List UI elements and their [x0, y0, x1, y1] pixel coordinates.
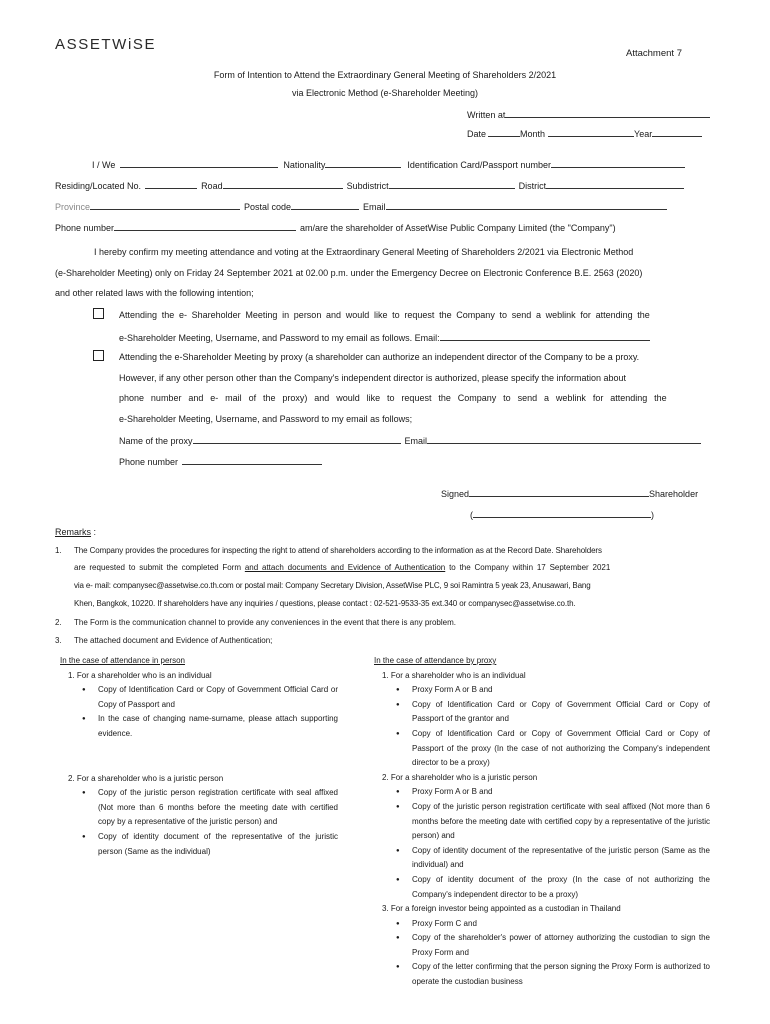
date-field[interactable]: [488, 127, 520, 137]
confirmation-line3: and other related laws with the following intention;: [55, 288, 254, 298]
remark-2-num: 2.: [55, 618, 62, 627]
company-logo: ASSETWiSE: [55, 36, 157, 53]
right-item-2-bullet-3: ● Copy of identity document of the representative of the juristic person (Same as the individual) and: [374, 844, 710, 873]
postal-code-field[interactable]: [291, 200, 359, 210]
remarks-title-row: [55, 527, 96, 537]
remark-1-line-b-text: are requested to submit the completed Form: [74, 563, 245, 572]
remark-1-line-b: [74, 563, 610, 572]
phone-field[interactable]: [114, 221, 296, 231]
remark-1-line-d: Khen, Bangkok, 10220. If shareholders have any inquiries / questions, please contact : 02-521-9533-35 ext.340 or companysec@assetwise.co.th.: [74, 599, 576, 608]
form-title-line1: Form of Intention to Attend the Extraordinary General Meeting of Shareholders 2/2021: [213, 70, 557, 80]
i-we-label: I / We: [92, 160, 116, 170]
remarks-title: Remarks: [55, 527, 92, 537]
province-field[interactable]: [90, 200, 240, 210]
open-paren: (: [470, 510, 473, 520]
name-row: [92, 158, 685, 170]
nationality-label: Nationality: [283, 160, 326, 170]
remark-1-line-b-text2: to the Company within 17 September 2021: [445, 563, 611, 572]
subdistrict-field[interactable]: [389, 179, 515, 189]
proxy-name-row: [119, 434, 701, 446]
right-column-by-proxy: [374, 654, 710, 990]
proxy-email-field[interactable]: [427, 434, 701, 444]
address-row: [55, 179, 684, 191]
right-column-heading: In the case of attendance by proxy: [374, 656, 497, 665]
right-item-1: 1. For a shareholder who is an individual: [382, 670, 526, 680]
remarks-colon: :: [93, 527, 97, 537]
proxy-name-field[interactable]: [193, 434, 401, 444]
residing-label: Residing/Located No.: [55, 181, 142, 191]
in-person-line2: [119, 331, 650, 343]
confirmation-line2: (e-Shareholder Meeting) only on Friday 24 September 2021 at 02.00 p.m. under the Emergency Decree on Electronic Conference B.E. 2563 (2020): [55, 268, 643, 278]
proxy-line3: phone number and e- mail of the proxy) and would like to request the Company to send a weblink for attending the: [119, 393, 667, 403]
remark-3-text: The attached document and Evidence of Authentication;: [74, 636, 273, 645]
left-item-2: 2. For a shareholder who is a juristic person: [68, 773, 224, 783]
remark-3-num: 3.: [55, 636, 62, 645]
proxy-line2: However, if any other person other than the Company's independent director is authorized, please specify the information about: [119, 373, 627, 383]
remark-1-line-a: The Company provides the procedures for inspecting the right to attend of shareholders according to the information as at the Record Date. Shareholders: [74, 546, 602, 555]
written-at-field[interactable]: [505, 108, 710, 118]
in-person-line1: Attending the e- Shareholder Meeting in person and would like to request the Company to send a weblink for attending the: [119, 310, 650, 320]
signed-label: Signed: [441, 489, 470, 499]
proxy-phone-row: [119, 455, 322, 467]
province-label: Province: [55, 202, 91, 212]
written-at-label: Written at: [467, 110, 506, 120]
right-item-1-bullet-3: ● Copy of Identification Card or Copy of Government Official Card or Copy of Passport of the proxy (In the case of not authorizing the Company's independent director to be a proxy): [374, 727, 710, 771]
remark-1-line-c: via e- mail: companysec@assetwise.co.th.com or postal mail: Company Secretary Division, AssetWise PLC, 9 soi Ramintra 5 yeak 23, Anusawari, Bang: [74, 581, 591, 590]
left-item-2-bullet-2: ● Copy of identity document of the representative of the juristic person (Same as the individual): [60, 830, 338, 859]
in-person-email-field[interactable]: [440, 331, 650, 341]
form-title-line2: via Electronic Method (e-Shareholder Meeting): [291, 88, 479, 98]
month-field[interactable]: [548, 127, 634, 137]
right-item-2-bullet-2: ● Copy of the juristic person registration certificate with seal affixed (Not more than 6 months before the meeting date with certified copy by a representative of the juristic person) and: [374, 800, 710, 844]
left-item-1-bullet-1: ● Copy of Identification Card or Copy of Government Official Card or Copy of Passport and: [60, 683, 338, 712]
checkbox-in-person[interactable]: [93, 308, 108, 320]
proxy-phone-field[interactable]: [182, 455, 322, 465]
checkbox-proxy[interactable]: [93, 350, 108, 362]
year-label: Year: [634, 129, 653, 139]
proxy-line1: Attending the e-Shareholder Meeting by proxy (a shareholder can authorize an independent director of the Company to be a proxy.: [119, 352, 640, 362]
signature-row: [441, 487, 698, 499]
email-field[interactable]: [386, 200, 667, 210]
province-row: [55, 200, 667, 212]
proxy-line4: e-Shareholder Meeting, Username, and Password to my email as follows;: [119, 414, 413, 424]
road-field[interactable]: [223, 179, 343, 189]
right-item-3: 3. For a foreign investor being appointed as a custodian in Thailand: [382, 904, 621, 914]
proxy-phone-label: Phone number: [119, 457, 179, 467]
shareholder-label: Shareholder: [649, 489, 699, 499]
proxy-name-label: Name of the proxy: [119, 436, 193, 446]
email-label: Email: [363, 202, 386, 212]
left-column-in-person: [60, 654, 338, 859]
id-card-field[interactable]: [551, 158, 685, 168]
signature-field[interactable]: [469, 487, 649, 497]
right-item-3-bullet-1: ● Proxy Form C and: [374, 917, 710, 932]
left-item-2-bullet-1: ● Copy of the juristic person registration certificate with seal affixed (Not more than 6 months before the meeting date with certified copy by a representative of the juristic person) and: [60, 786, 338, 830]
phone-label: Phone number: [55, 223, 115, 233]
shareholder-of-text: am/are the shareholder of AssetWise Public Company Limited (the "Company"): [300, 223, 616, 233]
right-item-1-bullet-1: ● Proxy Form A or B and: [374, 683, 710, 698]
phone-row: [55, 221, 616, 233]
month-label: Month: [520, 129, 546, 139]
district-field[interactable]: [546, 179, 684, 189]
attachment-label: Attachment 7: [626, 48, 682, 59]
left-item-1: 1. For a shareholder who is an individual: [68, 670, 212, 680]
signature-name-row: [470, 508, 654, 520]
close-paren: ): [651, 510, 654, 520]
in-person-email-label: e-Shareholder Meeting, Username, and Password to my email as follows. Email:: [119, 333, 440, 343]
remark-2-text: The Form is the communication channel to provide any conveniences in the event that there is any problem.: [74, 618, 456, 627]
residing-field[interactable]: [145, 179, 197, 189]
left-column-heading: In the case of attendance in person: [60, 656, 185, 665]
right-item-1-bullet-2: ● Copy of Identification Card or Copy of Government Official Card or Copy of Passport of the grantor and: [374, 698, 710, 727]
right-item-3-bullet-3: ● Copy of the letter confirming that the person signing the Proxy Form is authorized to operate the custodian business: [374, 960, 710, 989]
remark-1-line-b-underlined: and attach documents and Evidence of Authentication: [244, 563, 446, 572]
right-item-2-bullet-1: ● Proxy Form A or B and: [374, 785, 710, 800]
postal-code-label: Postal code: [244, 202, 292, 212]
remark-1-num: 1.: [55, 546, 62, 555]
checkbox-icon: [93, 350, 104, 361]
left-item-1-bullet-2: ● In the case of changing name-surname, please attach supporting evidence.: [60, 712, 338, 741]
written-at-row: [467, 108, 710, 120]
date-row: [467, 127, 702, 139]
signature-name-field[interactable]: [473, 508, 651, 518]
nationality-field[interactable]: [325, 158, 401, 168]
confirmation-line1: I hereby confirm my meeting attendance and voting at the Extraordinary General Meeting of Shareholders 2/2021 via Electronic Method: [94, 247, 634, 257]
date-label: Date: [467, 129, 487, 139]
right-item-2-bullet-4: ● Copy of identity document of the proxy (In the case of not authorizing the Company's independent director to be a proxy): [374, 873, 710, 902]
right-item-3-bullet-2: ● Copy of the shareholder's power of attorney authorizing the custodian to sign the Proxy Form and: [374, 931, 710, 960]
proxy-email-label: Email: [404, 436, 428, 446]
checkbox-icon: [93, 308, 104, 319]
road-label: Road: [201, 181, 223, 191]
subdistrict-label: Subdistrict: [346, 181, 389, 191]
year-field[interactable]: [652, 127, 702, 137]
district-label: District: [518, 181, 547, 191]
id-card-label: Identification Card/Passport number: [407, 160, 551, 170]
right-item-2: 2. For a shareholder who is a juristic person: [382, 772, 538, 782]
name-field[interactable]: [120, 158, 278, 168]
